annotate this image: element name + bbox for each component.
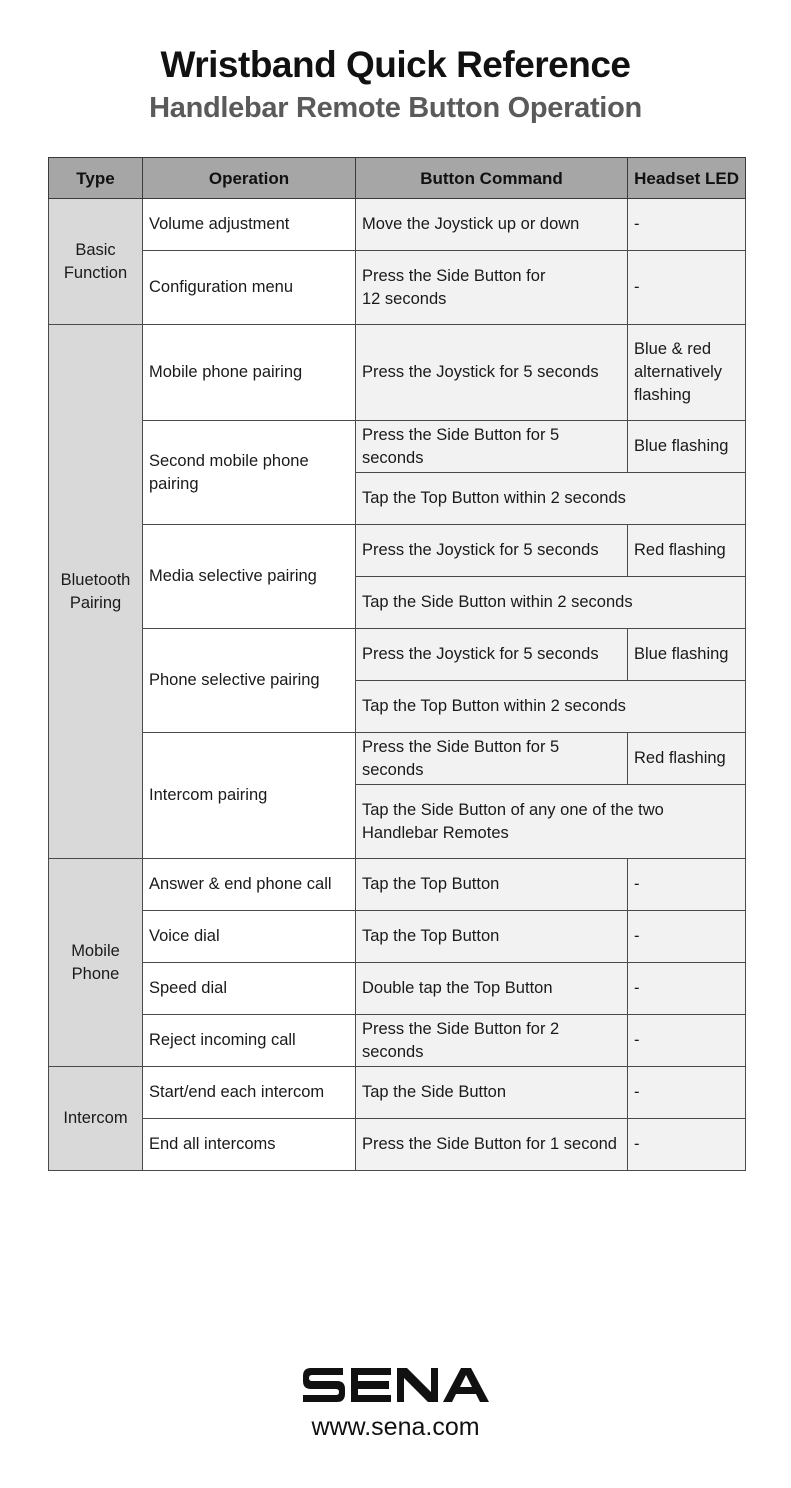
command-cell: Press the Joystick for 5 seconds [356, 629, 628, 681]
operation-cell: Mobile phone pairing [143, 325, 356, 421]
led-cell: Red flashing [628, 525, 746, 577]
column-header-operation: Operation [143, 158, 356, 199]
led-cell: - [628, 251, 746, 325]
table-row [49, 525, 746, 577]
operation-cell: Intercom pairing [143, 733, 356, 859]
table-row [49, 733, 746, 785]
table-row [49, 859, 746, 911]
command-cell: Press the Side Button for 2 seconds [356, 1015, 628, 1067]
operation-cell: Second mobile phone pairing [143, 421, 356, 525]
operation-cell: Speed dial [143, 963, 356, 1015]
sena-logo-mark [303, 1368, 489, 1402]
table-row [49, 251, 746, 325]
command-cell: Move the Joystick up or down [356, 199, 628, 251]
operation-cell: Phone selective pairing [143, 629, 356, 733]
table-row [49, 199, 746, 251]
table-row [49, 629, 746, 681]
command-cell: Tap the Top Button within 2 seconds [356, 473, 746, 525]
table-row [49, 421, 746, 473]
command-cell: Double tap the Top Button [356, 963, 628, 1015]
type-cell-basic-function: Basic Function [49, 199, 143, 325]
led-cell: - [628, 1015, 746, 1067]
command-cell: Tap the Top Button [356, 859, 628, 911]
table-row [49, 325, 746, 421]
led-cell: - [628, 199, 746, 251]
quick-reference-table [48, 157, 746, 1171]
page-title: Wristband Quick Reference [160, 44, 631, 85]
table-row [49, 1067, 746, 1119]
operation-cell: Volume adjustment [143, 199, 356, 251]
table-row [49, 1015, 746, 1067]
table-header-row [49, 158, 746, 199]
command-cell: Press the Joystick for 5 seconds [356, 325, 628, 421]
column-header-command: Button Command [356, 158, 628, 199]
led-cell: - [628, 963, 746, 1015]
command-cell: Press the Side Button for 5 seconds [356, 733, 628, 785]
column-header-led: Headset LED [628, 158, 746, 199]
operation-cell: Media selective pairing [143, 525, 356, 629]
operation-cell: Reject incoming call [143, 1015, 356, 1067]
website-url: www.sena.com [311, 1413, 480, 1441]
operation-cell: Answer & end phone call [143, 859, 356, 911]
command-cell: Press the Side Button for 5 seconds [356, 421, 628, 473]
operation-cell: Voice dial [143, 911, 356, 963]
command-cell: Tap the Side Button of any one of the two Handlebar Remotes [356, 785, 746, 859]
led-cell: Blue flashing [628, 421, 746, 473]
operation-cell: Start/end each intercom [143, 1067, 356, 1119]
command-cell: Press the Side Button for 12 seconds [356, 251, 628, 325]
command-cell: Press the Side Button for 1 second [356, 1119, 628, 1171]
table-row [49, 1119, 746, 1171]
led-cell: Blue & red alternatively flashing [628, 325, 746, 421]
led-cell: Red flashing [628, 733, 746, 785]
command-cell: Tap the Top Button within 2 seconds [356, 681, 746, 733]
led-cell: - [628, 1119, 746, 1171]
command-cell: Tap the Top Button [356, 911, 628, 963]
table-row [49, 911, 746, 963]
page-subtitle: Handlebar Remote Button Operation [149, 92, 642, 124]
led-cell: - [628, 1067, 746, 1119]
led-cell: - [628, 859, 746, 911]
led-cell: Blue flashing [628, 629, 746, 681]
table-row [49, 963, 746, 1015]
type-cell-mobile-phone: Mobile Phone [49, 859, 143, 1067]
sena-logo [0, 1368, 791, 1407]
command-cell: Press the Joystick for 5 seconds [356, 525, 628, 577]
command-cell: Tap the Side Button [356, 1067, 628, 1119]
led-cell: - [628, 911, 746, 963]
command-cell: Tap the Side Button within 2 seconds [356, 577, 746, 629]
column-header-type: Type [49, 158, 143, 199]
operation-cell: End all intercoms [143, 1119, 356, 1171]
type-cell-intercom: Intercom [49, 1067, 143, 1171]
operation-cell: Configuration menu [143, 251, 356, 325]
type-cell-bluetooth-pairing: Bluetooth Pairing [49, 325, 143, 859]
